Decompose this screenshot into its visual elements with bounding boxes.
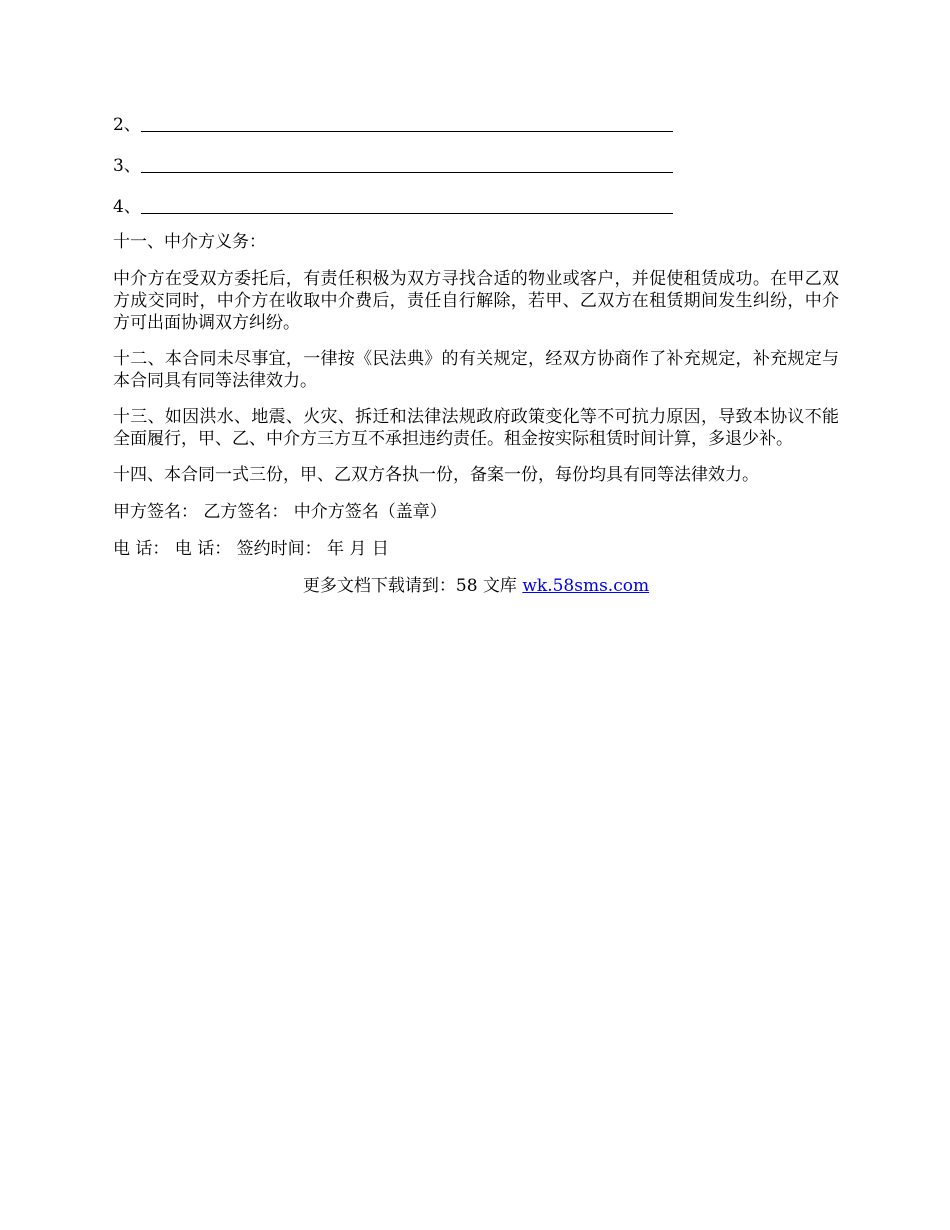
blank-item-4	[113, 194, 839, 218]
blank-underline	[141, 172, 673, 173]
blank-item-number: 4、	[113, 197, 141, 217]
document-page	[113, 112, 839, 597]
section-14: 十四、本合同一式三份，甲、乙双方各执一份，备案一份，每份均具有同等法律效力。	[113, 465, 759, 485]
section-11-heading: 十一、中介方义务：	[113, 232, 266, 252]
blank-item-3	[113, 153, 839, 177]
blank-item-number: 2、	[113, 115, 141, 135]
section-12: 十二、本合同未尽事宜，一律按《民法典》的有关规定，经双方协商作了补充规定，补充规定与本合同具有同等法律效力。	[113, 349, 839, 391]
section-11-body: 中介方在受双方委托后，有责任积极为双方寻找合适的物业或客户，并促使租赁成功。在甲乙双方成交同时，中介方在收取中介费后，责任自行解除，若甲、乙双方在租赁期间发生纠纷，中介方可出面协调双方纠纷。	[113, 269, 839, 333]
blank-item-2	[113, 112, 839, 136]
section-13: 十三、如因洪水、地震、火灾、拆迁和法律法规政府政策变化等不可抗力原因，导致本协议不能全面履行，甲、乙、中介方三方互不承担违约责任。租金按实际租赁时间计算，多退少补。	[113, 407, 839, 449]
footer-link[interactable]: wk.58sms.com	[522, 576, 650, 596]
footer	[113, 575, 839, 597]
blank-underline	[141, 131, 673, 132]
signature-line: 甲方签名： 乙方签名： 中介方签名（盖章）	[113, 502, 447, 522]
contact-line: 电 话： 电 话： 签约时间： 年 月 日	[113, 539, 389, 559]
blank-item-number: 3、	[113, 156, 141, 176]
footer-prefix: 更多文档下载请到：58 文库	[302, 576, 523, 596]
blank-underline	[141, 213, 673, 214]
